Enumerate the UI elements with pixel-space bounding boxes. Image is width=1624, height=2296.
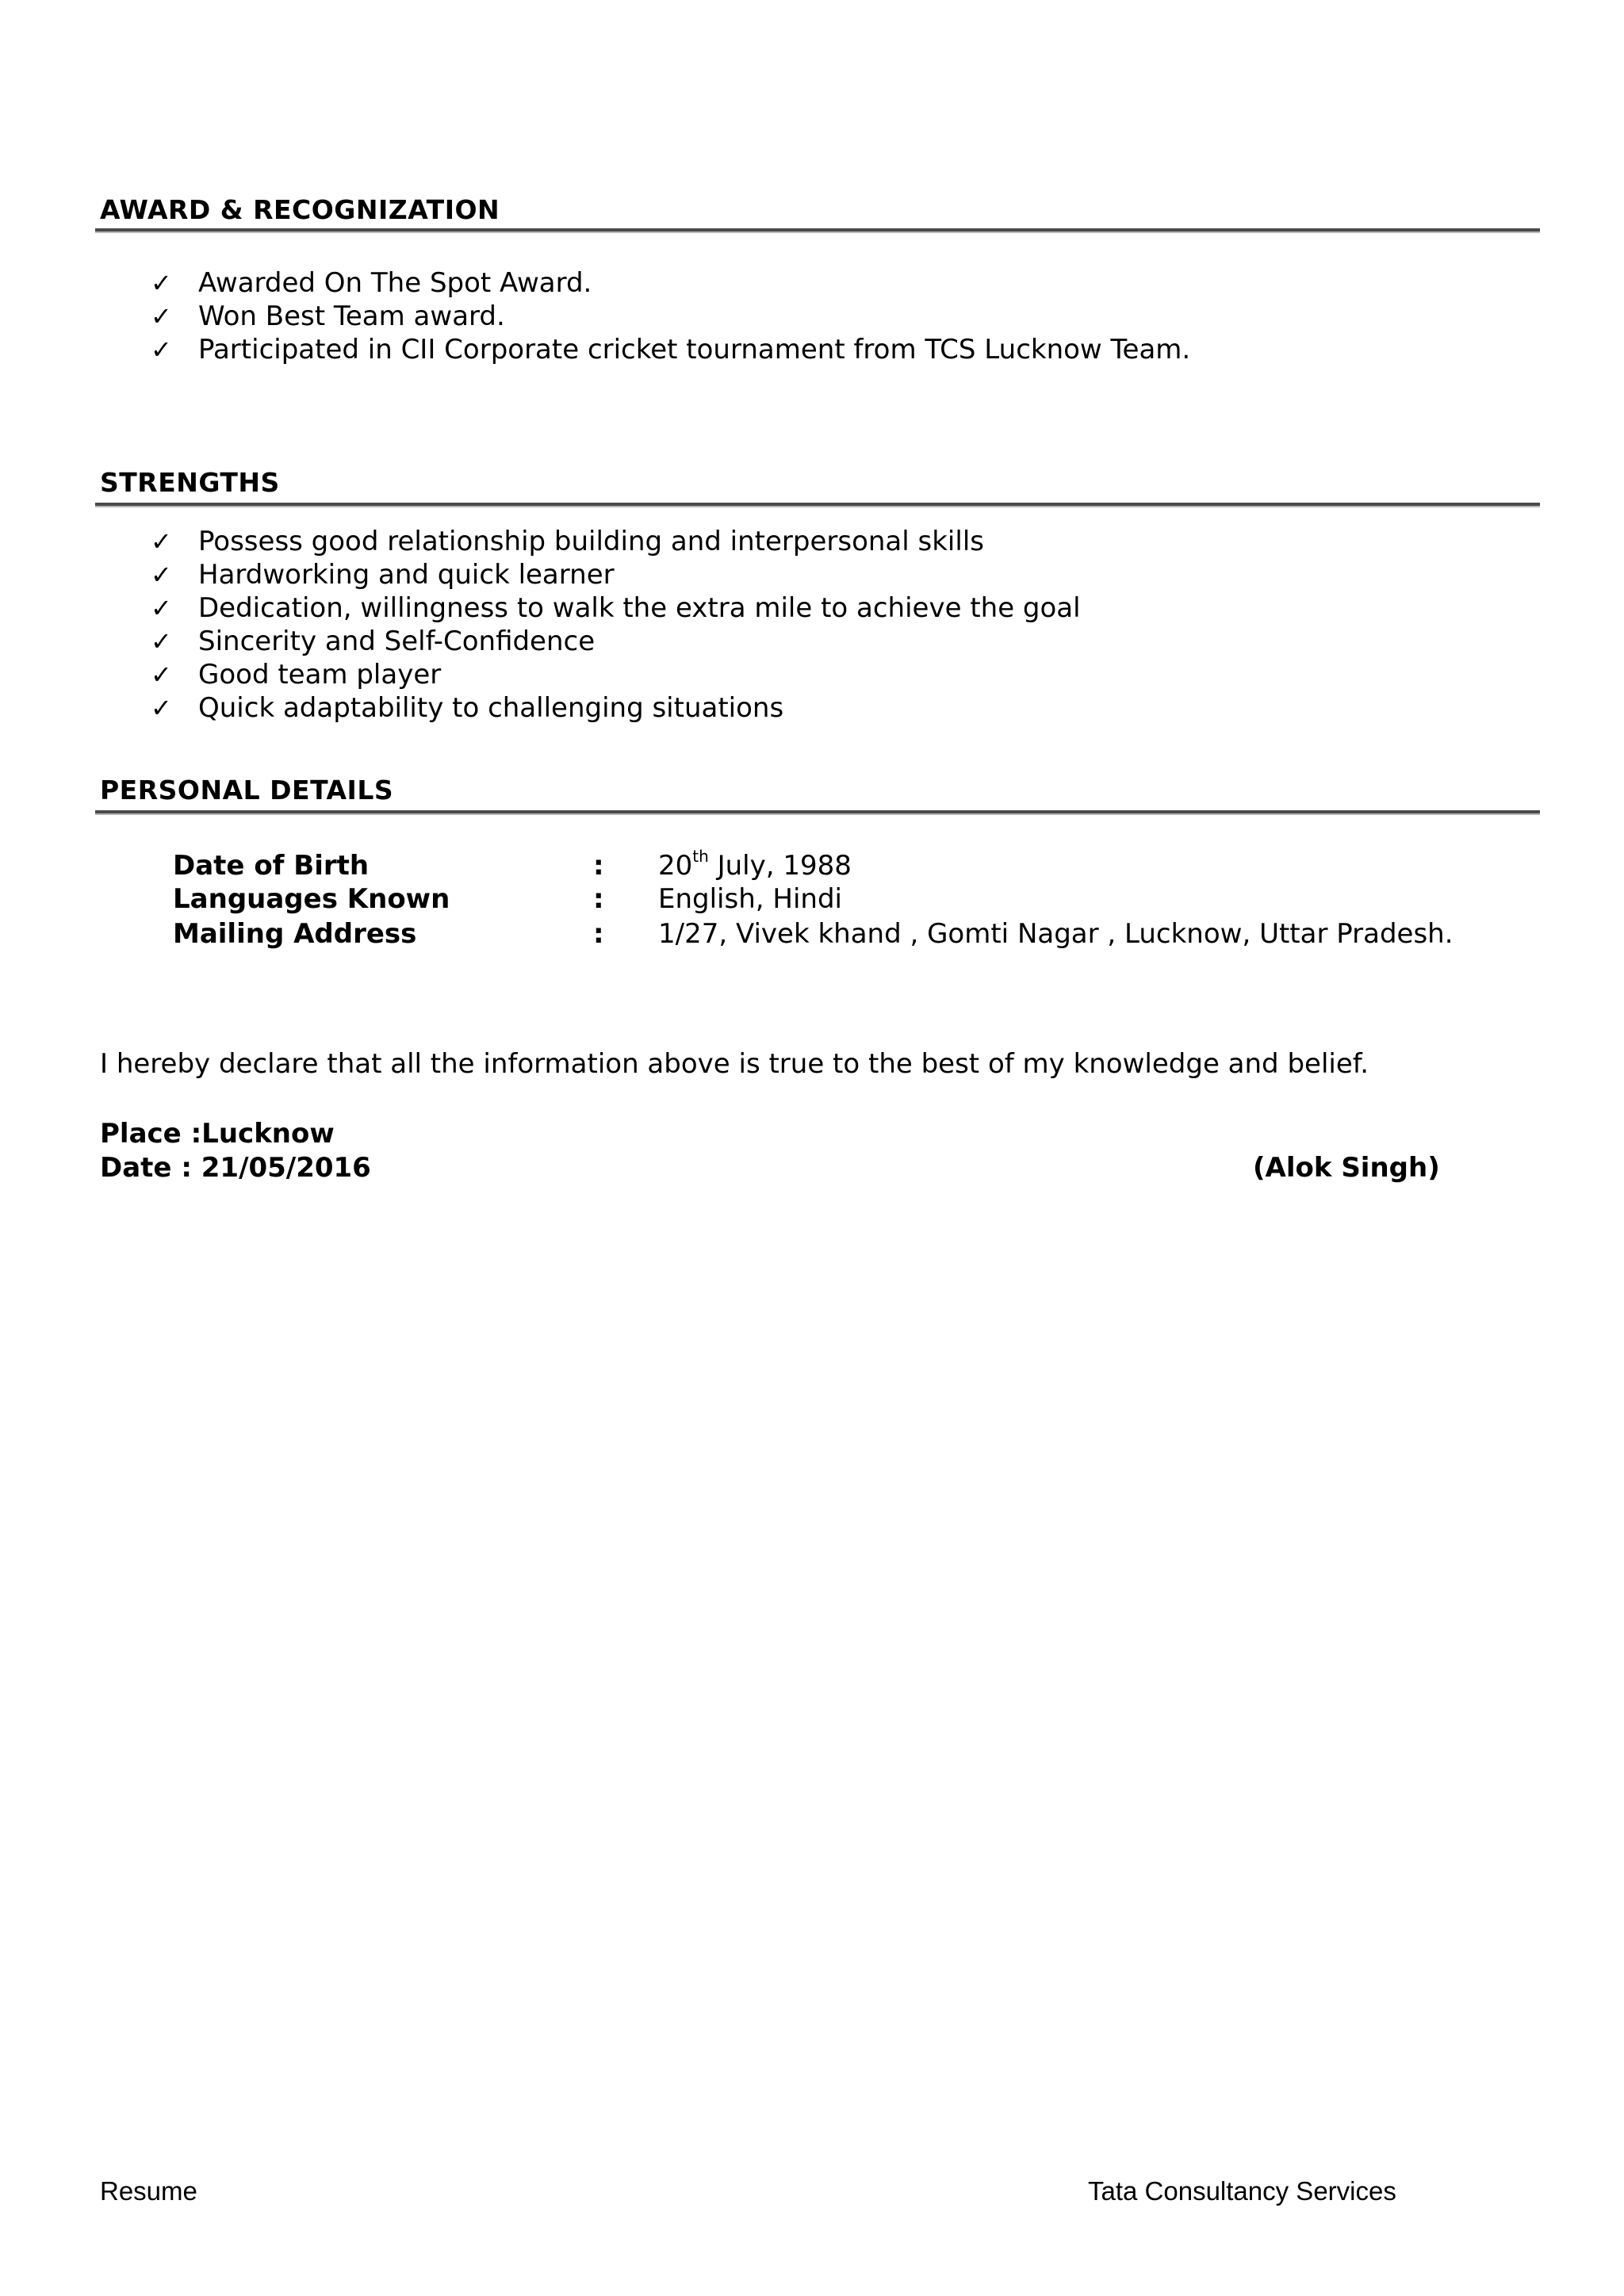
signature-name: (Alok Singh) — [1253, 1152, 1440, 1184]
languages-colon: : — [593, 883, 604, 915]
footer-left: Resume — [100, 2176, 197, 2206]
check-icon: ✓ — [151, 301, 172, 331]
strengths-section-divider — [95, 503, 1540, 507]
strengths-list — [151, 525, 1081, 725]
dob-colon: : — [593, 850, 604, 882]
declaration-text: I hereby declare that all the information above is true to the best of my knowledge and belief. — [100, 1048, 1369, 1080]
list-item: ✓ Sincerity and Self-Confidence — [151, 626, 596, 657]
check-icon: ✓ — [151, 335, 172, 365]
check-icon: ✓ — [151, 660, 172, 690]
check-icon: ✓ — [151, 526, 172, 557]
address-value: 1/27, Vivek khand , Gomti Nagar , Lucknow, Uttar Pradesh. — [658, 918, 1454, 950]
list-item: ✓ Dedication, willingness to walk the extra mile to achieve the goal — [151, 592, 1081, 624]
awards-section-divider — [95, 228, 1540, 233]
list-item: ✓ Quick adaptability to challenging situations — [151, 692, 784, 724]
personal-section-divider — [95, 810, 1540, 815]
date-line: Date : 21/05/2016 — [100, 1152, 371, 1184]
list-item: ✓ Good team player — [151, 659, 442, 691]
check-icon: ✓ — [151, 626, 172, 656]
strengths-section-title: STRENGTHS — [100, 467, 280, 498]
check-icon: ✓ — [151, 268, 172, 298]
place-line: Place :Lucknow — [100, 1118, 335, 1150]
personal-section-title: PERSONAL DETAILS — [100, 775, 394, 806]
dob-value: 20th July, 1988 — [658, 846, 852, 882]
languages-label: Languages Known — [173, 883, 450, 915]
list-item: ✓ Won Best Team award. — [151, 300, 505, 332]
dob-label: Date of Birth — [173, 850, 370, 882]
check-icon: ✓ — [151, 693, 172, 723]
check-icon: ✓ — [151, 593, 172, 623]
languages-value: English, Hindi — [658, 883, 842, 915]
list-item: ✓ Possess good relationship building and interpersonal skills — [151, 526, 984, 557]
list-item: ✓ Awarded On The Spot Award. — [151, 267, 592, 299]
footer-right: Tata Consultancy Services — [1088, 2176, 1396, 2206]
awards-section-title: AWARD & RECOGNIZATION — [100, 194, 500, 225]
address-label: Mailing Address — [173, 918, 417, 950]
list-item: ✓ Participated in CII Corporate cricket tournament from TCS Lucknow Team. — [151, 334, 1191, 365]
check-icon: ✓ — [151, 560, 172, 590]
list-item: ✓ Hardworking and quick learner — [151, 559, 615, 591]
awards-list — [151, 266, 1190, 366]
address-colon: : — [593, 918, 604, 950]
